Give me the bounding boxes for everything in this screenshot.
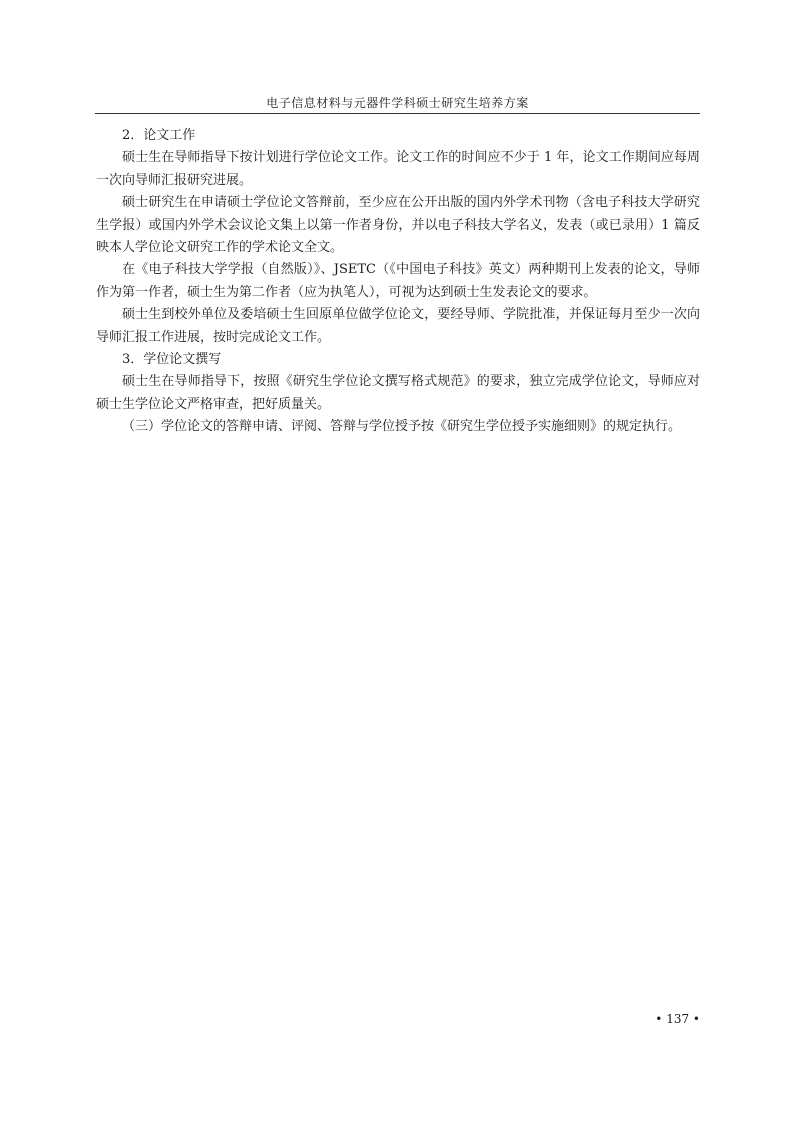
paragraph: （三）学位论文的答辩申请、评阅、答辩与学位授予按《研究生学位授予实施细则》的规定执行。 (122, 419, 682, 435)
paragraph: 在《电子科技大学学报（自然版）》、JSETC（《中国电子科技》英文）两种期刊上发表的论文，导师作为第一作者，硕士生为第二作者（应为执笔人），可视为达到硕士生发表论文的要求。 (96, 262, 700, 300)
section-3-heading: 3．学位论文撰写 (122, 352, 222, 368)
page-header-title: 电子信息材料与元器件学科硕士研究生培养方案 (266, 96, 529, 110)
section-2-heading: 2．论文工作 (122, 128, 196, 143)
header-divider (95, 113, 700, 114)
document-body (96, 125, 700, 439)
paragraph: 硕士生在导师指导下按计划进行学位论文工作。论文工作的时间应不少于 1 年，论文工作期间应每周一次向导师汇报研究进展。 (96, 150, 700, 188)
page-number: • 137 • (655, 1012, 700, 1026)
paragraph: 硕士生到校外单位及委培硕士生回原单位做学位论文，要经导师、学院批准，并保证每月至少一次向导师汇报工作进展，按时完成论文工作。 (96, 307, 700, 345)
paragraph: 硕士生在导师指导下，按照《研究生学位论文撰写格式规范》的要求，独立完成学位论文，导师应对硕士生学位论文严格审查，把好质量关。 (96, 374, 700, 412)
paragraph: 硕士研究生在申请硕士学位论文答辩前，至少应在公开出版的国内外学术刊物（含电子科技大学研究生学报）或国内外学术会议论文集上以第一作者身份，并以电子科技大学名义，发表（或已录用）1 篇反映本人学位论文研究工作的学术论文全文。 (96, 195, 700, 256)
